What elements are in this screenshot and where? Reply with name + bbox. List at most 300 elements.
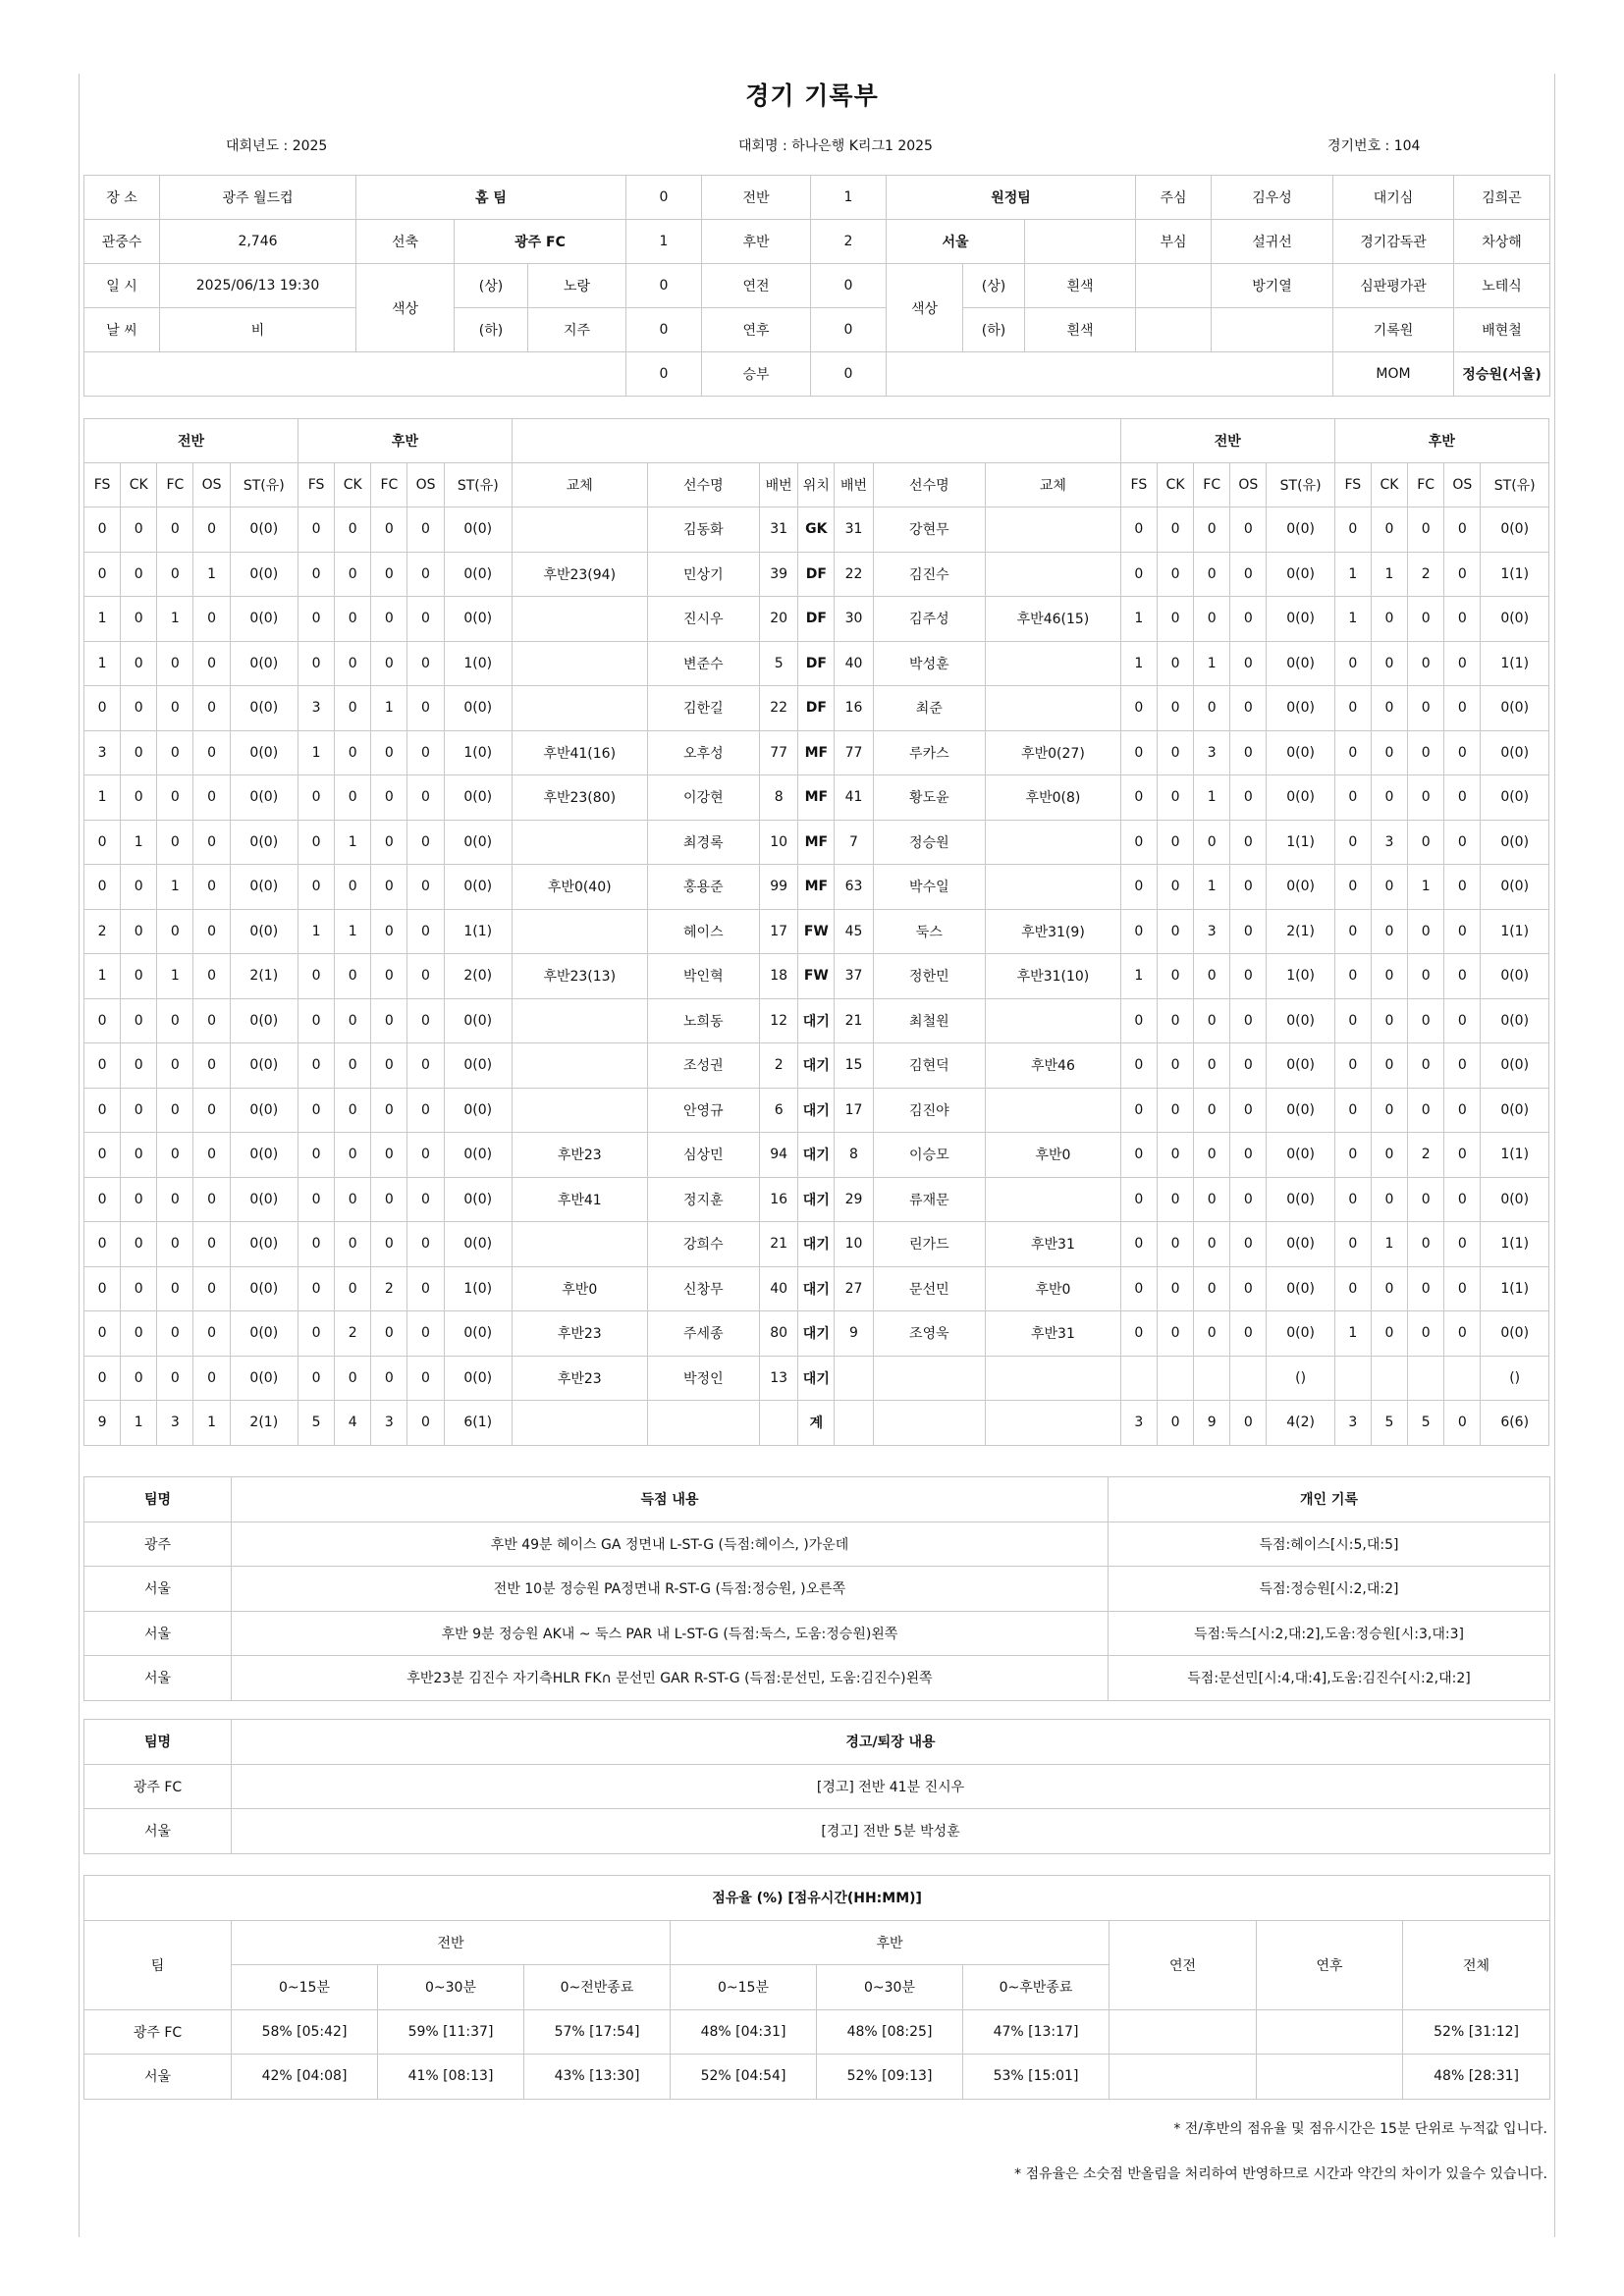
away-second-half-stat [1444, 1356, 1481, 1401]
home-first-half-stat: 0 [157, 1133, 193, 1178]
away-second-half-stat: 0 [1408, 909, 1444, 954]
home-first-half-stat: 0 [193, 1177, 230, 1222]
home-first-half-stat: 0(0) [230, 998, 298, 1043]
stat-column-header: OS [407, 463, 444, 507]
home-first-half-stat: 1 [84, 775, 121, 821]
home-score-first-half: 0 [626, 176, 702, 220]
away-second-half-stat: 0(0) [1481, 730, 1549, 775]
competition-name: 대회명 : 하나은행 K리그1 2025 [738, 138, 933, 154]
away-second-half-stat: 0 [1371, 1133, 1407, 1178]
home-first-half-header: 전반 [84, 419, 298, 463]
official-name: 김희곤 [1454, 176, 1550, 220]
home-top-label: (상) [455, 264, 528, 308]
home-first-half-total: 9 [84, 1401, 121, 1446]
possession-total: 48% [28:31] [1403, 2055, 1550, 2100]
away-second-half-stat: 0 [1408, 686, 1444, 731]
home-second-half-stat: 0 [298, 820, 334, 865]
home-first-half-stat: 0 [193, 507, 230, 553]
home-substitution [512, 820, 647, 865]
home-second-half-stat: 1 [371, 686, 407, 731]
home-first-half-stat: 0 [193, 909, 230, 954]
away-first-half-stat: 0 [1194, 1177, 1230, 1222]
away-second-half-stat: 0 [1334, 686, 1371, 731]
away-first-half-stat: 0 [1194, 998, 1230, 1043]
away-second-half-stat: 0 [1408, 1311, 1444, 1357]
away-second-half-total: 3 [1334, 1401, 1371, 1446]
home-second-half-stat: 0 [407, 507, 444, 553]
home-first-half-stat: 0 [121, 909, 157, 954]
possession-title: 점유율 (%) [점유시간(HH:MM)] [84, 1876, 1550, 1921]
away-second-half-stat: 0 [1444, 686, 1481, 731]
card-team: 서울 [84, 1809, 232, 1854]
mom-name: 정승원(서울) [1454, 352, 1550, 397]
home-first-half-total: 1 [121, 1401, 157, 1446]
away-second-half-stat: 0 [1371, 686, 1407, 731]
home-first-half-stat: 0 [157, 730, 193, 775]
away-first-half-stat: 0 [1194, 820, 1230, 865]
player-name-column-header: 선수명 [873, 463, 986, 507]
away-first-half-stat: 0 [1194, 1088, 1230, 1133]
home-second-half-stat: 0 [298, 507, 334, 553]
home-first-half-stat: 1 [84, 641, 121, 686]
possession-value: 41% [08:13] [378, 2055, 524, 2100]
home-first-half-total: 1 [193, 1401, 230, 1446]
position: FW [798, 954, 835, 999]
weather-value: 비 [160, 308, 356, 352]
home-second-half-stat: 0 [407, 998, 444, 1043]
period-label-second-half: 후반 [702, 220, 811, 264]
home-second-half-stat: 0 [371, 954, 407, 999]
away-first-half-total: 9 [1194, 1401, 1230, 1446]
home-second-half-stat: 0 [335, 998, 371, 1043]
away-second-half-stat: 0 [1408, 1222, 1444, 1267]
home-first-half-stat: 0 [157, 1266, 193, 1311]
home-first-half-stat: 0 [84, 820, 121, 865]
home-first-half-total: 3 [157, 1401, 193, 1446]
away-first-half-stat: 0 [1194, 1311, 1230, 1357]
home-second-half-stat: 0 [298, 1356, 334, 1401]
possession-team: 서울 [84, 2055, 232, 2100]
home-shirt-number: 22 [760, 686, 798, 731]
away-substitution: 후반31 [986, 1222, 1121, 1267]
away-first-half-stat: 0 [1230, 1043, 1267, 1089]
home-substitution: 후반23 [512, 1311, 647, 1357]
away-first-half-stat: 0 [1120, 820, 1157, 865]
home-player-name: 신창무 [647, 1266, 760, 1311]
away-second-half-total: 0 [1444, 1401, 1481, 1446]
away-second-half-stat: 0 [1408, 1177, 1444, 1222]
substitution-column-header: 교체 [986, 463, 1121, 507]
away-second-half-stat: 0 [1444, 998, 1481, 1043]
home-first-half-stat: 0 [121, 507, 157, 553]
home-first-half-stat: 0(0) [230, 1043, 298, 1089]
away-second-half-stat: 0(0) [1481, 597, 1549, 642]
away-second-half-stat: 0 [1408, 1266, 1444, 1311]
position: 대기 [798, 1177, 835, 1222]
home-first-half-stat: 0(0) [230, 686, 298, 731]
player-row [84, 820, 1549, 865]
away-first-half-stat: 0 [1194, 1043, 1230, 1089]
goal-record: 득점:문선민[시:4,대:4],도움:김진수[시:2,대:2] [1109, 1656, 1550, 1701]
home-first-half-stat: 0 [121, 597, 157, 642]
home-first-half-stat: 0 [157, 775, 193, 821]
home-second-half-stat: 0 [335, 686, 371, 731]
away-player-name: 둑스 [873, 909, 986, 954]
home-player-name: 강희수 [647, 1222, 760, 1267]
stat-column-header: CK [121, 463, 157, 507]
home-second-half-stat: 3 [298, 686, 334, 731]
home-second-half-total: 4 [335, 1401, 371, 1446]
home-second-half-total: 0 [407, 1401, 444, 1446]
match-info-table [83, 175, 1550, 397]
away-second-half-stat: 0(0) [1481, 1177, 1549, 1222]
away-first-half-stat: 0 [1230, 1088, 1267, 1133]
home-first-half-stat: 0 [157, 686, 193, 731]
home-second-half-stat: 1(1) [444, 909, 512, 954]
home-second-half-total: 5 [298, 1401, 334, 1446]
away-first-half-stat: 0(0) [1267, 641, 1334, 686]
away-second-half-stat: 0(0) [1481, 1043, 1549, 1089]
away-second-half-stat: 0 [1444, 775, 1481, 821]
away-first-half-stat: () [1267, 1356, 1334, 1401]
home-player-name: 노희동 [647, 998, 760, 1043]
possession-value: 42% [04:08] [232, 2055, 378, 2100]
home-first-half-stat: 0 [121, 686, 157, 731]
away-first-half-stat: 0 [1120, 686, 1157, 731]
possession-subheader: 0~30분 [378, 1965, 524, 2010]
datetime-value: 2025/06/13 19:30 [160, 264, 356, 308]
home-second-half-stat: 0 [371, 775, 407, 821]
home-second-half-stat: 0 [298, 1088, 334, 1133]
away-first-half-stat: 0 [1120, 998, 1157, 1043]
home-shirt-number: 40 [760, 1266, 798, 1311]
player-row [84, 1266, 1549, 1311]
home-bottom-color: 지주 [528, 308, 626, 352]
player-row [84, 597, 1549, 642]
away-first-half-stat: 0 [1157, 730, 1193, 775]
away-first-half-stat: 0 [1157, 1311, 1193, 1357]
away-substitution [986, 552, 1121, 597]
home-first-half-stat: 1 [157, 954, 193, 999]
away-first-half-stat: 0 [1230, 998, 1267, 1043]
away-first-half-stat: 0 [1157, 552, 1193, 597]
away-second-half-stat: 0 [1371, 998, 1407, 1043]
away-shirt-number: 22 [835, 552, 873, 597]
home-first-half-stat: 0 [193, 1043, 230, 1089]
stat-column-header: FS [84, 463, 121, 507]
home-shirt-number: 13 [760, 1356, 798, 1401]
away-player-name: 문선민 [873, 1266, 986, 1311]
home-first-half-stat: 0 [84, 1177, 121, 1222]
home-first-half-stat: 0(0) [230, 1356, 298, 1401]
away-first-half-stat: 0 [1157, 865, 1193, 910]
away-substitution: 후반0(27) [986, 730, 1121, 775]
period-label-first-half: 전반 [702, 176, 811, 220]
away-second-half-stat: 0 [1444, 1133, 1481, 1178]
away-first-half-stat: 0(0) [1267, 1266, 1334, 1311]
home-second-half-stat: 0 [335, 1088, 371, 1133]
home-first-half-stat: 0 [121, 775, 157, 821]
home-first-half-stat: 1 [121, 820, 157, 865]
away-first-half-stat: 0 [1230, 1311, 1267, 1357]
away-second-half-stat: 0(0) [1481, 686, 1549, 731]
period-label-penalty: 승부 [702, 352, 811, 397]
away-shirt-number: 8 [835, 1133, 873, 1178]
away-second-half-header: 후반 [1334, 419, 1548, 463]
home-first-half-stat: 0 [193, 1222, 230, 1267]
stat-column-header: OS [1444, 463, 1481, 507]
home-player-name: 박정인 [647, 1356, 760, 1401]
home-player-name: 최경록 [647, 820, 760, 865]
home-shirt-number: 17 [760, 909, 798, 954]
possession-header-team: 팀 [84, 1920, 232, 2009]
home-substitution [512, 1222, 647, 1267]
away-second-half-stat: 0 [1334, 641, 1371, 686]
away-shirt-number: 10 [835, 1222, 873, 1267]
away-substitution: 후반46 [986, 1043, 1121, 1089]
away-first-half-stat: 0 [1194, 1133, 1230, 1178]
player-row [84, 641, 1549, 686]
home-second-half-stat: 0 [407, 597, 444, 642]
away-first-half-stat: 0 [1230, 1133, 1267, 1178]
footnote-possession-cumulative: * 전/후반의 점유율 및 점유시간은 15분 단위로 누적값 입니다. [1173, 2121, 1547, 2137]
home-score-penalty: 0 [626, 352, 702, 397]
goals-table [83, 1476, 1550, 1701]
home-second-half-stat: 0 [335, 1266, 371, 1311]
home-score-et1: 0 [626, 264, 702, 308]
away-second-half-stat: 1 [1408, 865, 1444, 910]
away-second-half-stat: 0 [1408, 597, 1444, 642]
empty-cell [1212, 308, 1333, 352]
away-shirt-number: 45 [835, 909, 873, 954]
page-border-right [1554, 74, 1555, 2237]
home-second-half-stat: 0(0) [444, 998, 512, 1043]
home-second-half-stat: 0 [407, 1356, 444, 1401]
goal-content: 후반23분 김진수 자기측HLR FK∩ 문선민 GAR R-ST-G (득점:문선민, 도움:김진수)왼쪽 [232, 1656, 1109, 1701]
home-second-half-stat: 0 [371, 909, 407, 954]
stat-column-header: ST(유) [230, 463, 298, 507]
away-color-label: 색상 [887, 264, 963, 352]
away-substitution: 후반0 [986, 1133, 1121, 1178]
away-substitution: 후반0(8) [986, 775, 1121, 821]
player-row [84, 865, 1549, 910]
empty-cell [1136, 264, 1212, 308]
home-first-half-stat: 0 [157, 820, 193, 865]
away-first-half-stat: 0(0) [1267, 865, 1334, 910]
home-first-half-stat: 0 [121, 1088, 157, 1133]
away-second-half-stat: 0 [1444, 597, 1481, 642]
home-second-half-stat: 0 [298, 1043, 334, 1089]
home-second-half-stat: 0 [298, 865, 334, 910]
home-second-half-stat: 2 [335, 1311, 371, 1357]
away-first-half-stat: 0 [1157, 1266, 1193, 1311]
away-second-half-stat: 0 [1334, 998, 1371, 1043]
home-second-half-stat: 0 [407, 820, 444, 865]
away-first-half-stat: 0 [1120, 1311, 1157, 1357]
home-first-half-stat: 0 [84, 507, 121, 553]
home-first-half-stat: 0(0) [230, 775, 298, 821]
home-substitution: 후반23 [512, 1356, 647, 1401]
away-second-half-stat: 0 [1444, 641, 1481, 686]
home-first-half-stat: 0 [157, 1088, 193, 1133]
home-first-half-stat: 0 [193, 998, 230, 1043]
away-first-half-stat: 1 [1194, 641, 1230, 686]
player-stats-table [83, 418, 1549, 1446]
home-substitution [512, 686, 647, 731]
away-first-half-stat: 0 [1230, 1177, 1267, 1222]
possession-subheader: 0~후반종료 [963, 1965, 1110, 2010]
possession-value: 53% [15:01] [963, 2055, 1110, 2100]
home-first-half-stat: 0 [157, 998, 193, 1043]
player-row [84, 686, 1549, 731]
away-second-half-stat: 0 [1444, 820, 1481, 865]
shirt-number-column-header: 배번 [835, 463, 873, 507]
away-first-half-stat: 0 [1120, 1043, 1157, 1089]
away-second-half-stat: 0(0) [1481, 1311, 1549, 1357]
home-player-name: 오후성 [647, 730, 760, 775]
competition-year: 대회년도 : 2025 [226, 138, 328, 154]
position: DF [798, 597, 835, 642]
away-first-half-stat: 0 [1157, 686, 1193, 731]
player-row [84, 775, 1549, 821]
home-second-half-header: 후반 [298, 419, 512, 463]
home-second-half-stat: 0 [335, 507, 371, 553]
away-substitution: 후반31 [986, 1311, 1121, 1357]
period-label-et2: 연후 [702, 308, 811, 352]
home-second-half-stat: 0 [335, 552, 371, 597]
home-second-half-stat: 1(0) [444, 1266, 512, 1311]
away-second-half-stat: 0 [1444, 954, 1481, 999]
away-second-half-stat: 0 [1408, 954, 1444, 999]
home-first-half-stat: 0 [157, 1177, 193, 1222]
away-second-half-stat: 0 [1334, 909, 1371, 954]
home-second-half-stat: 0 [371, 507, 407, 553]
home-first-half-stat: 0 [193, 641, 230, 686]
away-first-half-stat: 0 [1120, 909, 1157, 954]
goal-record: 득점:정승원[시:2,대:2] [1109, 1567, 1550, 1612]
away-first-half-stat: 0 [1120, 1222, 1157, 1267]
home-player-name: 이강현 [647, 775, 760, 821]
away-bottom-label: (하) [963, 308, 1025, 352]
player-row [84, 1043, 1549, 1089]
cards-header-team: 팀명 [84, 1720, 232, 1765]
away-first-half-stat: 0 [1194, 1266, 1230, 1311]
away-second-half-stat: 1 [1371, 1222, 1407, 1267]
home-second-half-stat: 0 [298, 1222, 334, 1267]
away-first-half-total: 4(2) [1267, 1401, 1334, 1446]
away-substitution: 후반0 [986, 1266, 1121, 1311]
away-second-half-stat: 0 [1444, 730, 1481, 775]
home-second-half-stat: 0 [407, 1088, 444, 1133]
possession-value: 58% [05:42] [232, 2009, 378, 2055]
away-substitution [986, 998, 1121, 1043]
home-second-half-stat: 0 [407, 865, 444, 910]
goal-row [84, 1611, 1550, 1656]
away-second-half-stat [1334, 1356, 1371, 1401]
home-first-half-stat: 0(0) [230, 1133, 298, 1178]
possession-header-first-half: 전반 [232, 1920, 671, 1965]
stat-column-header: FS [298, 463, 334, 507]
away-second-half-stat: 0(0) [1481, 954, 1549, 999]
home-second-half-stat: 0 [407, 641, 444, 686]
home-first-half-stat: 0 [121, 998, 157, 1043]
home-first-half-stat: 0 [193, 686, 230, 731]
home-second-half-stat: 0 [335, 1222, 371, 1267]
away-first-half-stat: 0 [1230, 775, 1267, 821]
home-first-half-stat: 0 [193, 1266, 230, 1311]
goal-record: 득점:헤이스[시:5,대:5] [1109, 1522, 1550, 1567]
away-score-et2: 0 [811, 308, 887, 352]
away-first-half-stat [1230, 1356, 1267, 1401]
empty-cell [835, 1401, 873, 1446]
away-second-half-stat: 2 [1408, 1133, 1444, 1178]
home-player-name: 김한길 [647, 686, 760, 731]
home-second-half-stat: 0 [371, 1356, 407, 1401]
away-second-half-stat: 0 [1408, 820, 1444, 865]
home-second-half-stat: 0 [407, 730, 444, 775]
goal-row [84, 1522, 1550, 1567]
position: 대기 [798, 1043, 835, 1089]
away-team-name: 서울 [887, 220, 1025, 264]
away-player-name: 루카스 [873, 730, 986, 775]
away-first-half-stat: 2(1) [1267, 909, 1334, 954]
home-player-name: 홍용준 [647, 865, 760, 910]
away-player-name [873, 1356, 986, 1401]
away-second-half-stat: 0 [1334, 1088, 1371, 1133]
home-substitution: 후반0 [512, 1266, 647, 1311]
page-title: 경기 기록부 [745, 81, 879, 110]
home-first-half-stat: 0 [121, 641, 157, 686]
away-first-half-stat [1157, 1356, 1193, 1401]
home-substitution: 후반23(94) [512, 552, 647, 597]
away-second-half-stat: 0(0) [1481, 865, 1549, 910]
home-first-half-stat: 0(0) [230, 820, 298, 865]
home-score-et2: 0 [626, 308, 702, 352]
home-player-name: 김동화 [647, 507, 760, 553]
away-first-half-stat: 0 [1230, 730, 1267, 775]
home-first-half-total: 2(1) [230, 1401, 298, 1446]
home-first-half-stat: 0(0) [230, 1266, 298, 1311]
home-substitution [512, 507, 647, 553]
away-first-half-stat: 0 [1157, 1222, 1193, 1267]
home-second-half-stat: 0 [298, 775, 334, 821]
page-border-left [79, 74, 80, 2237]
empty-cell [887, 352, 1333, 397]
stat-column-header: CK [1371, 463, 1407, 507]
stat-column-header: FC [1408, 463, 1444, 507]
empty-cell [512, 1401, 647, 1446]
home-first-half-stat: 1 [84, 954, 121, 999]
home-shirt-number: 77 [760, 730, 798, 775]
home-second-half-stat: 0 [371, 597, 407, 642]
home-second-half-stat: 0 [335, 1177, 371, 1222]
home-second-half-stat: 1 [335, 909, 371, 954]
goal-team: 서울 [84, 1656, 232, 1701]
away-second-half-stat: 1(1) [1481, 1222, 1549, 1267]
possession-header-second-half: 후반 [671, 1920, 1110, 1965]
home-substitution [512, 1043, 647, 1089]
home-second-half-stat: 0(0) [444, 1088, 512, 1133]
away-first-half-stat: 0 [1194, 507, 1230, 553]
home-second-half-stat: 0(0) [444, 552, 512, 597]
home-first-half-stat: 0 [193, 775, 230, 821]
away-shirt-number: 9 [835, 1311, 873, 1357]
away-substitution [986, 820, 1121, 865]
away-first-half-stat: 0(0) [1267, 507, 1334, 553]
possession-subheader: 0~30분 [817, 1965, 963, 2010]
away-player-name: 정한민 [873, 954, 986, 999]
stat-column-header: ST(유) [1481, 463, 1549, 507]
